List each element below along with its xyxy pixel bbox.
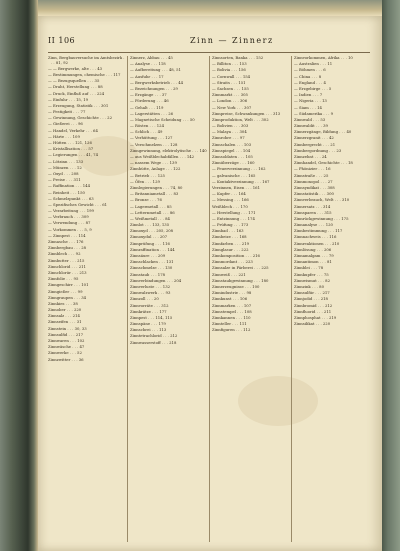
index-entry: Zinnerzgänge, Bildung . . . 40: [294, 129, 352, 135]
index-entry: Zinnzehnt . . . 24: [294, 154, 327, 159]
index-entry: Zinnvorräte . . . 312: [130, 302, 169, 308]
index-entry: Zinnbergrecht . . . 21: [294, 141, 336, 147]
index-entry: — — Bergwerke, alte . . . 43: [48, 65, 103, 71]
index-entry: — Straits . . . 151: [212, 79, 246, 85]
column-divider: [127, 56, 128, 542]
index-entry: — Kristallisation . . . 57: [48, 146, 94, 152]
index-entry: Zinn, Bergbauversuche im Amtsbezirk . . . 81, 92: [48, 56, 125, 65]
index-entry: — Erzgänge . . . 37: [130, 92, 167, 98]
index-entry: Zinnbestimmung . . . 117: [294, 228, 343, 234]
index-entry: — Feuerverzinnung . . . 162: [212, 166, 266, 172]
index-entry: — Lagerstätten . . . 26: [130, 110, 174, 116]
index-entry: — Legierungen . . . 41, 74: [48, 152, 99, 158]
index-entry: — London . . . 306: [212, 98, 248, 104]
index-entry: — Zinnpest . . . 114: [48, 232, 86, 238]
index-entry: Zinnstempel . . . 108: [212, 308, 252, 314]
index-entry: Zinnlot . . . 133, 135: [130, 222, 170, 228]
index-entry: Zinnwasserstoff . . . 218: [130, 339, 177, 345]
column-divider: [209, 56, 210, 542]
page-header: [48, 36, 370, 50]
index-entry: Zinnwaren . . . 102: [48, 338, 85, 344]
index-entry: Zinnkunst . . . 106: [212, 296, 248, 302]
index-entry: — Prüfung . . . 173: [212, 222, 249, 228]
index-entry: — Hütten . . . 121, 126: [48, 140, 92, 146]
index-entry: Zinnsilikat . . . 220: [294, 321, 331, 327]
index-entry: — Phönizier . . . 16: [294, 166, 331, 172]
index-entry: — Lagermetall . . . 85: [130, 203, 172, 209]
index-entry: — Härte . . . 109: [48, 133, 80, 139]
index-entry: Zinnspiegel . . . 104: [212, 147, 251, 153]
index-entry: Zinnproduktion, Welt . . . 302: [212, 116, 269, 122]
index-entry: Zinnsulfid . . . 217: [48, 331, 84, 337]
index-entry: — Münzen . . . 12: [48, 164, 82, 170]
index-entry: — Ausfuhr . . . 17: [130, 73, 164, 79]
index-entry: — Herstellung . . . 171: [212, 209, 256, 215]
index-entry: Zinnmonopol . . . 27: [294, 178, 333, 184]
index-entry: — Vorkommen . . . 5, 9: [48, 226, 92, 232]
index-entry: — Verbrauch . . . 309: [48, 214, 89, 220]
running-title: Zinn — Zinnerz: [190, 36, 274, 45]
index-entry: — Einfuhr . . . 15, 19: [48, 96, 89, 102]
index-entry: Zinnglasur . . . 222: [212, 246, 249, 252]
index-entry: — Australien . . . 11: [294, 61, 333, 67]
index-entry: Zinnmarken . . . 107: [212, 302, 252, 308]
index-entry: Zinnfluorid . . . 211: [294, 308, 332, 314]
index-page: [38, 16, 382, 551]
index-entry: — Bronze . . . 76: [130, 197, 162, 203]
index-entry: Zinnwald . . . 53: [294, 116, 326, 122]
index-entry: Zinnschmelze . . . 130: [130, 265, 173, 271]
index-entry: — Siam . . . 14: [294, 104, 322, 110]
page-top-edge: [38, 0, 382, 16]
index-entry: — Letternmetall . . . 86: [130, 209, 175, 215]
index-entry: — nassem Wege . . . 139: [130, 160, 177, 166]
index-entry: Zinnteller . . . 111: [212, 321, 247, 327]
index-entry: Zinnpest . . . 114, 115: [130, 314, 173, 320]
page-number: II 106: [48, 36, 76, 45]
index-entry: Zinnasche . . . 176: [48, 239, 84, 245]
index-entry: Weißblech . . . 170: [212, 203, 248, 209]
index-entry: Zinnkrätze . . . 177: [130, 308, 167, 314]
index-entry: Zinnverluste . . . 132: [130, 283, 171, 289]
index-entry: — Aufbereitung . . . 48, 51: [130, 67, 181, 73]
index-entry: — Raffination . . . 144: [48, 183, 91, 189]
index-entry: Zinnbad . . . 163: [212, 228, 244, 234]
index-entry: — Erzgebirge . . . 5: [294, 85, 332, 91]
index-entry: Zinnsäure . . . 209: [130, 253, 166, 258]
index-entry: — Gehalt . . . 119: [130, 104, 164, 110]
index-entry: — Reinheit . . . 150: [48, 189, 85, 195]
index-entry: — Indien . . . 7: [294, 92, 323, 98]
index-entry: — Gewinnung, Geschichte . . . 22: [48, 115, 113, 121]
index-entry: Zinnsulfür . . . 217: [294, 290, 330, 296]
index-entry: Zinnstatistik . . . 300: [294, 191, 334, 197]
index-entry: — Gießerei . . . 96: [48, 121, 83, 127]
index-entry: — Analyse . . . 118: [130, 61, 166, 67]
index-column-1: [48, 56, 126, 544]
index-entry: Zinnnachweis . . . 116: [294, 234, 337, 240]
index-entry: Zinnweiß . . . 221: [212, 271, 246, 277]
index-entry: Zinnreaktionen . . . 210: [294, 240, 340, 246]
index-entry: Zinnjodid . . . 218: [294, 296, 328, 302]
index-entry: Zinnbergbau . . . 28: [48, 245, 87, 251]
index-entry: Zinnbergordnung . . . 23: [294, 147, 342, 153]
index-entry: Zinnstaub . . . 178: [130, 271, 166, 277]
index-entry: Zinnzwitter . . . 36: [48, 356, 84, 362]
index-entry: — Entzinnung . . . 174: [212, 215, 255, 221]
index-entry: Zinntetrachlorid . . . 212: [130, 333, 178, 339]
index-entry: Zinnanalyse . . . 120: [294, 222, 333, 228]
index-entry: Zinnverbrauch, Welt . . . 310: [294, 197, 350, 203]
index-entry: Zinnkomposition . . . 216: [212, 253, 260, 258]
index-entry: Zinnfarben . . . 219: [212, 240, 250, 246]
index-entry: Zinnfiguren . . . 112: [212, 327, 251, 333]
index-entry: Zinnsorten, Banka . . . 152: [212, 56, 264, 60]
index-entry: Zinnerz, Abbau . . . 45: [130, 56, 173, 60]
index-entry: — Verhüttung . . . 127: [130, 135, 173, 141]
index-entry: Zinnoxyd . . . 205, 208: [130, 228, 174, 234]
index-entry: — Druck, Einfluß auf . . . 224: [48, 90, 105, 96]
index-entry: Zinnpreise, Schwankungen . . . 313: [212, 110, 281, 116]
index-entry: Zinnstein . . . 30, 33: [48, 325, 87, 331]
index-entry: — Betrieb . . . 125: [130, 172, 165, 178]
index-entry: Zinnersatz . . . 314: [294, 203, 331, 209]
index-entry: — galvanische . . . 165: [212, 172, 256, 178]
index-entry: — Spezifisches Gewicht . . . 61: [48, 201, 108, 207]
index-entry: — Südamerika . . . 9: [294, 110, 334, 116]
index-entry: Zinnsyndikat . . . 308: [294, 184, 335, 190]
index-entry: Zinnbutter . . . 215: [48, 257, 85, 263]
index-entry: Zinnkies . . . 38: [48, 300, 78, 306]
index-entry: Zinnschalen . . . 103: [212, 141, 252, 147]
index-entry: — Weißmetall . . . 84: [130, 215, 170, 221]
index-entry: — Bergwerksbetrieb . . . 44: [130, 79, 184, 85]
index-entry: Zinnsalze in Färberei . . . 225: [212, 265, 269, 271]
index-entry: — Bolivia . . . 156: [212, 67, 246, 73]
column-divider: [291, 56, 292, 542]
index-entry: — Bestimmungen, chemische . . . 117: [48, 71, 121, 77]
index-entry: — Kontaktverzinnung . . . 167: [212, 178, 270, 184]
index-entry: Zinnspäne . . . 179: [130, 321, 166, 327]
index-entry: — Förderung . . . 46: [130, 98, 169, 104]
index-entry: Zinnraffination . . . 144: [130, 246, 175, 252]
index-entry: — Handel, Verkehr . . . 64: [48, 127, 98, 133]
index-entry: Zinngewinnung, elektrolytische . . . 140: [130, 147, 207, 153]
index-column-4: [294, 56, 372, 544]
index-entry: Zinnüberzüge . . . 160: [212, 160, 255, 166]
index-entry: Zinngraupen . . . 34: [48, 294, 87, 300]
index-entry: — Preise . . . 311: [48, 177, 81, 183]
index-entry: — Bolivien . . . 303: [212, 123, 249, 129]
index-entry: Zinnerzeugnisse . . . 100: [212, 283, 260, 289]
index-entry: — Britanniametall . . . 83: [130, 191, 179, 197]
index-entry: Zinnober . . . 220: [48, 307, 82, 313]
index-entry: Zinnbeize . . . 168: [212, 234, 247, 240]
book-cover-edge: [382, 0, 400, 551]
index-entry: — Bezeichnungen . . . 29: [130, 85, 178, 91]
index-entry: Zinnblech . . . 92: [48, 251, 81, 257]
index-entry: — aus Weißblechabfällen . . . 142: [130, 154, 195, 159]
index-entry: Zinnlegierungen . . . 74, 80: [130, 184, 183, 190]
index-entry: — Rösten . . . 124: [130, 123, 165, 129]
index-entry: — Schmelzpunkt . . . 63: [48, 195, 94, 201]
index-entry: Zinnverbindungen . . . 204: [130, 277, 182, 283]
index-entry: — Messing . . . 166: [212, 197, 249, 203]
index-entry: Zinnstaubgewinnung . . . 180: [212, 277, 269, 283]
index-entry: Zinngießer . . . 99: [48, 288, 83, 294]
index-entry: — — Bezugsquellen . . . 35: [48, 78, 100, 84]
index-entry: Zinnphosphat . . . 219: [294, 314, 337, 320]
index-entry: Zinnrohre . . . 97: [212, 135, 245, 141]
index-entry: Zinnprüfung . . . 116: [130, 240, 170, 246]
index-entry: Zinnmarkt . . . 305: [212, 92, 248, 98]
index-entry: — Oxyd . . . 208: [48, 170, 79, 176]
index-entry: — Verwendung . . . 87: [48, 220, 91, 226]
index-entry: — Magnetische Scheidung . . . 50: [130, 116, 195, 122]
index-entry: Zinnrückgewinnung . . . 175: [294, 215, 349, 221]
index-entry: — China . . . 8: [294, 73, 322, 79]
index-entry: Zinnhandel, Geschichte . . . 18: [294, 160, 353, 166]
index-entry: Zinnoxydul . . . 207: [130, 234, 168, 240]
index-entry: Verzinnen, Eisen . . . 161: [212, 184, 260, 190]
index-entry: — Kupfer . . . 164: [212, 191, 246, 197]
index-entry: — Nigeria . . . 13: [294, 98, 327, 104]
index-entry: — Öfen . . . 129: [130, 178, 160, 184]
index-entry: — Festigkeit . . . 77: [48, 109, 86, 115]
index-entry: — Draht, Herstellung . . . 88: [48, 84, 103, 90]
index-entry: Zinnwäsche . . . 47: [48, 344, 85, 350]
index-entry: Zinnbromid . . . 212: [294, 302, 333, 308]
index-entry: — Erzeugung, Statistik . . . 301: [48, 102, 109, 108]
index-entry: Zinnsparen . . . 315: [294, 209, 332, 215]
index-entry: Zinnwalzwerk . . . 93: [130, 290, 171, 296]
index-entry: Zinnchlorür . . . 213: [48, 269, 87, 275]
index-entry: Zinnlösung . . . 206: [294, 246, 332, 252]
index-entry: Zinnstraße . . . 25: [294, 172, 329, 178]
index-entry: — Schlich . . . 49: [130, 129, 163, 135]
index-entry: Zinnschrei . . . 113: [130, 327, 167, 333]
index-entry: — Lötzinn . . . 133: [48, 158, 84, 164]
index-entry: Zinnantimon . . . 81: [294, 259, 332, 265]
index-entry: Zinnerzgranit . . . 42: [294, 135, 334, 141]
index-entry: Zinnschlacken . . . 131: [130, 259, 174, 265]
index-entry: — Sachsen . . . 155: [212, 85, 249, 91]
index-entry: Zinnseifen . . . 31: [48, 319, 82, 325]
index-entry: Zinnkupfer . . . 75: [294, 271, 329, 277]
index-entry: Zinnsalz . . . 214: [48, 313, 80, 319]
index-entry: Zinnwerke . . . 52: [48, 350, 82, 356]
index-entry: Zinngeschirr . . . 101: [48, 282, 89, 288]
index-entry: — Verarbeitung . . . 199: [48, 208, 94, 214]
index-entry: — Billiton . . . 153: [212, 61, 247, 67]
index-entry: Zinnfolie . . . 95: [48, 276, 79, 282]
index-entry: Zinnamalgam . . . 79: [294, 253, 334, 258]
index-entry: Zinnindustrie . . . 98: [212, 290, 252, 296]
index-entry: Zinnzink . . . 80: [294, 283, 324, 289]
index-entry: — Verschmelzen . . . 128: [130, 141, 178, 147]
index-entry: Zinnwaldit . . . 39: [294, 123, 328, 129]
index-entry: — Böhmen . . . 6: [294, 67, 326, 73]
index-column-3: [212, 56, 290, 544]
index-entry: Zinnsoldaten . . . 105: [212, 154, 253, 159]
index-entry: Zinnzoll . . . 20: [130, 296, 159, 302]
index-column-2: [130, 56, 208, 544]
header-rule: [48, 52, 370, 53]
index-entry: — Cornwall . . . 154: [212, 73, 251, 79]
index-entry: Zinnchlorid . . . 211: [48, 263, 86, 269]
index-entry: — New York . . . 307: [212, 104, 252, 110]
index-entry: — Malaya . . . 304: [212, 129, 247, 135]
index-entry: Zinnblei . . . 78: [294, 265, 324, 271]
index-entry: Zinnkannen . . . 110: [212, 314, 251, 320]
index-entry: — England . . . 4: [294, 79, 326, 85]
index-entry: Zinnhütte, Anlage . . . 122: [130, 166, 181, 172]
index-entry: Zinnwismut . . . 82: [294, 277, 331, 283]
index-entry: Zinnvorkommen, Afrika . . . 10: [294, 56, 353, 60]
index-entry: Zinnmordant . . . 223: [212, 259, 253, 265]
